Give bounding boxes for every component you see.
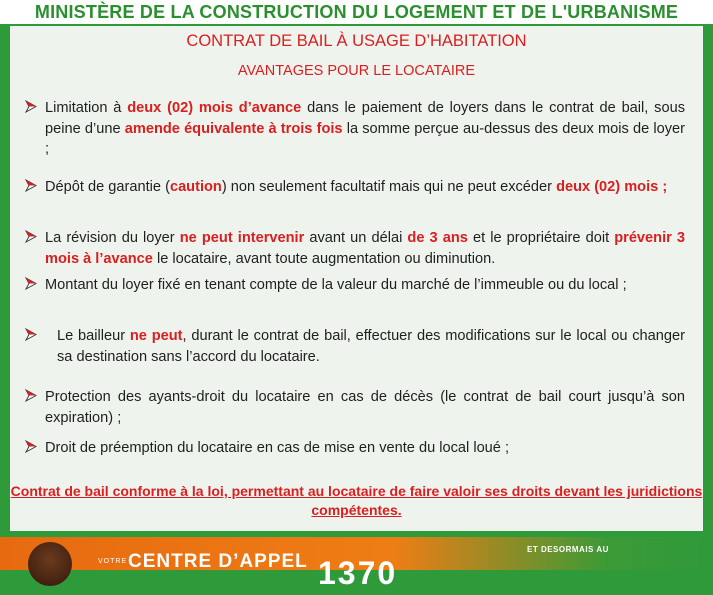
body-text: Dépôt de garantie ( <box>45 179 170 195</box>
list-item <box>24 326 685 367</box>
arrow-bullet-icon <box>24 389 37 402</box>
arrow-bullet-icon <box>24 440 37 453</box>
body-text: , durant le contrat de bail, effectuer des modifications sur le local ou changer sa destination sans l’accord du locataire. <box>57 328 685 365</box>
body-text: La révision du loyer <box>45 230 180 246</box>
list-item <box>24 228 685 269</box>
arrow-bullet-icon <box>24 277 37 290</box>
body-text: le locataire, avant toute augmentation ou diminution. <box>152 250 496 267</box>
list-item-text <box>45 228 685 269</box>
body-text: avant un délai <box>304 230 408 246</box>
document-title: CONTRAT DE BAIL À USAGE D’HABITATION <box>186 32 527 50</box>
list-item <box>24 438 685 459</box>
body-text: Protection des ayants-droit du locataire en cas de décès (le contrat de bail court jusqu’à son expiration) ; <box>45 389 685 426</box>
arrow-bullet-icon <box>24 230 37 243</box>
body-text: dans le paiement de loyers dans le contrat de bail, sous peine d’une <box>45 100 685 137</box>
highlight-text: amende équivalente à trois fois <box>124 120 343 137</box>
ministry-header <box>0 0 713 26</box>
list-item-text <box>45 98 685 160</box>
banner-title: CENTRE D’APPEL <box>128 551 308 572</box>
body-text: Le bailleur <box>57 328 130 344</box>
banner-small-text: VOTRE <box>98 558 128 565</box>
arrow-bullet-icon <box>24 328 37 341</box>
list-item-text <box>45 275 685 296</box>
list-item-text <box>45 438 685 459</box>
list-item <box>24 177 685 198</box>
arrow-bullet-icon <box>24 100 37 113</box>
list-item-text <box>57 326 685 367</box>
body-text: Droit de préemption du locataire en cas de mise en vente du local loué ; <box>45 440 510 456</box>
banner-right-text: ET DESORMAIS AU <box>527 545 609 554</box>
list-item <box>24 98 685 160</box>
agent-photo <box>28 542 72 586</box>
list-item-text <box>45 387 685 428</box>
highlight-text: caution <box>169 179 222 195</box>
highlight-text: ne peut intervenir <box>179 230 305 246</box>
body-text: Limitation à <box>45 100 128 116</box>
ministry-title: MINISTÈRE DE LA CONSTRUCTION DU LOGEMENT ET DE L'URBANISME <box>34 2 679 22</box>
highlight-text: ne peut <box>129 328 183 344</box>
arrow-bullet-icon <box>24 179 37 192</box>
highlight-text: deux (02) mois ; <box>556 179 668 195</box>
highlight-text: prévenir 3 mois à l’avance <box>45 230 686 267</box>
document-card <box>10 26 703 531</box>
call-center-banner <box>0 537 713 591</box>
body-text: et le propriétaire doit <box>467 230 615 246</box>
body-text: la somme perçue au-dessus des deux mois de loyer ; <box>45 120 686 157</box>
list-item <box>24 275 685 296</box>
body-text: Montant du loyer fixé en tenant compte de la valeur du marché de l’immeuble ou du local ; <box>45 277 627 293</box>
banner-number: 1370 <box>318 555 398 591</box>
highlight-text: deux (02) mois d’avance <box>127 100 302 116</box>
document-subtitle: AVANTAGES POUR LE LOCATAIRE <box>237 63 476 79</box>
legal-note: Contrat de bail conforme à la loi, permettant au locataire de faire valoir ses droits devant les juridictions compétentes. <box>10 483 703 518</box>
highlight-text: de 3 ans <box>407 230 468 246</box>
list-item <box>24 387 685 428</box>
body-text: ) non seulement facultatif mais qui ne peut excéder <box>221 179 557 195</box>
list-item-text <box>45 177 685 198</box>
